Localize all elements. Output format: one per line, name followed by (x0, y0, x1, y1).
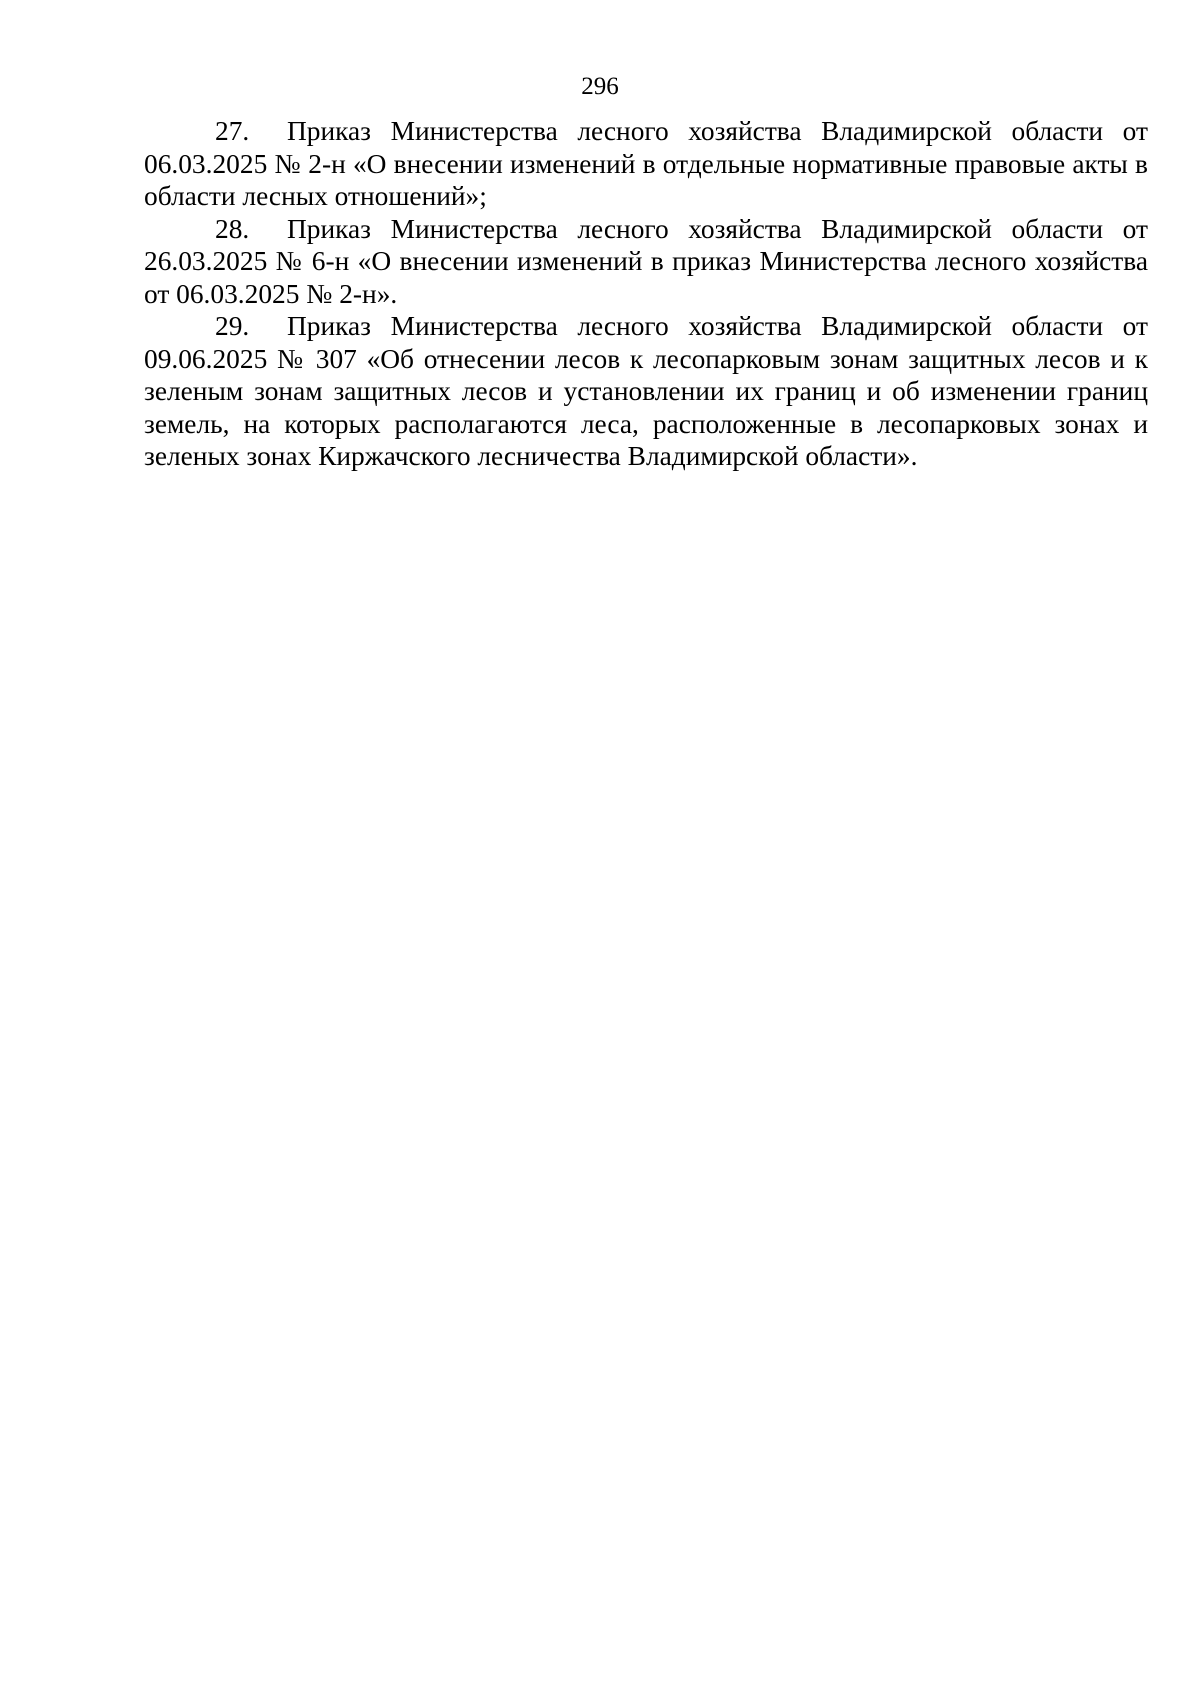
item-number: 29. (215, 311, 250, 341)
list-item-29 (144, 310, 1148, 473)
item-number: 27. (215, 116, 250, 146)
page-number: 296 (581, 73, 619, 100)
item-number: 28. (215, 213, 250, 244)
item-text: Приказ Министерства лесного хозяйства Владимирской области от 26.03.2025 № 6-н «О внесении изменений в приказ Министерства лесного хозяйства от 06.03.2025 № 2-н». (144, 213, 1148, 309)
item-text: Приказ Министерства лесного хозяйства Владимирской области от 09.06.2025 № 307 «Об отнесении лесов к лесопарковым зонам защитных лесов и к зеленым зонам защитных лесов и установлении их границ и об изменении границ земель, на которых располагаются леса, расположенные в лесопарковых зонах и зеленых зонах Киржачского лесничества Владимирской области». (144, 311, 1148, 471)
list-item-28 (144, 213, 1148, 311)
item-text: Приказ Министерства лесного хозяйства Владимирской области от 06.03.2025 № 2-н «О внесении изменений в отдельные нормативные правовые акты в области лесных отношений»; (144, 116, 1148, 211)
document-body (144, 115, 1148, 473)
list-item-27 (144, 115, 1148, 213)
